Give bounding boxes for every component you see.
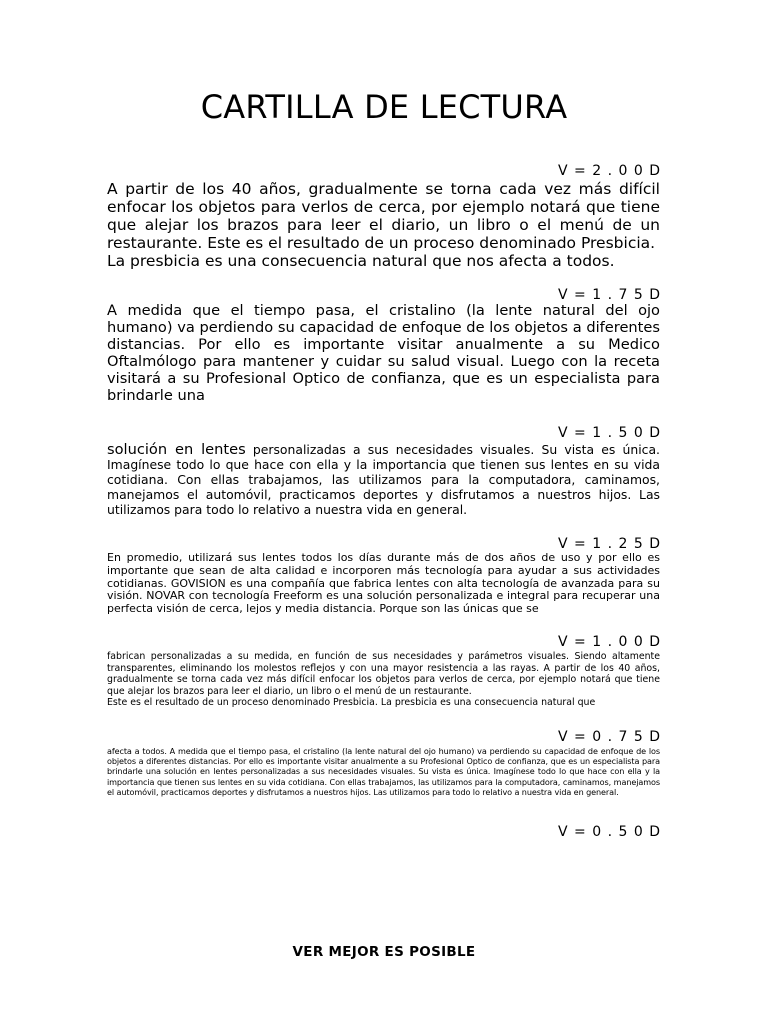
reading-paragraph-1-50 [107, 442, 660, 517]
acuity-label-1-75: V = 1 . 7 5 D [558, 287, 661, 303]
document-title: CARTILLA DE LECTURA [200, 88, 568, 126]
reading-paragraph-1-75 [107, 302, 660, 404]
acuity-label-1-25: V = 1 . 2 5 D [558, 536, 661, 552]
acuity-label-0-75: V = 0 . 7 5 D [558, 729, 661, 745]
paragraph-text-continued: Este es el resultado de un proceso denominado Presbicia. La presbicia es una consecuencia natural que [107, 697, 596, 708]
paragraph-text: fabrican personalizadas a su medida, en función de sus necesidades y parámetros visuales. Siendo altamente transparentes, eliminando los molestos reflejos y con una mayor resistencia a las rayas. A partir de los 40 años, gradualmente se torna cada vez más difícil enfocar los objetos para verlos de cerca, por ejemplo notará que tiene que alejar los brazos para leer el diario, un libro o el menú de un restaurante. [107, 651, 660, 697]
paragraph-lead-text: solución en lentes [107, 441, 246, 458]
reading-paragraph-2-00 [107, 180, 660, 270]
reading-paragraph-1-25 [107, 552, 660, 616]
paragraph-text: A partir de los 40 años, gradualmente se torna cada vez más difícil enfocar los objetos para verlos de cerca, por ejemplo notará que tiene que alejar los brazos para leer el diario, un libro o el menú de un restaurante. Este es el resultado de un proceso denominado Presbicia. [107, 180, 660, 252]
acuity-label-0-50: V = 0 . 5 0 D [558, 824, 661, 840]
document-footer-slogan: VER MEJOR ES POSIBLE [292, 944, 476, 960]
acuity-label-1-50: V = 1 . 5 0 D [558, 425, 661, 441]
paragraph-text: personalizadas a sus necesidades visuales. Su vista es única. Imagínese todo lo que hace con ella y la importancia que tienen sus lentes en su vida cotidiana. Con ellas trabajamos, las utilizamos para la computadora, caminamos, manejamos el automóvil, practicamos deportes y disfrutamos a nuestros hijos. Las utilizamos para todo lo relativo a nuestra vida en general. [107, 442, 660, 517]
reading-paragraph-0-75 [107, 746, 660, 797]
acuity-label-2-00: V = 2 . 0 0 D [558, 163, 661, 179]
paragraph-text: En promedio, utilizará sus lentes todos los días durante más de dos años de uso y por ello es importante que sean de alta calidad e incorporen más tecnología para ayudar a sus actividades cotidianas. GOVISION es una compañía que fabrica lentes con alta tecnología de avanzada para su visión. NOVAR con tecnología Freeform es una solución personalizada e integral para recuperar una perfecta visión de cerca, lejos y media distancia. Porque son las únicas que se [107, 551, 660, 616]
paragraph-text-continued: La presbicia es una consecuencia natural que nos afecta a todos. [107, 252, 615, 270]
acuity-label-1-00: V = 1 . 0 0 D [558, 634, 661, 650]
paragraph-text: afecta a todos. A medida que el tiempo pasa, el cristalino (la lente natural del ojo humano) va perdiendo su capacidad de enfoque de los objetos a diferentes distancias. Por ello es importante visitar anualmente a su Profesional Optico de confianza, que es un especialista para brindarle una solución en lentes personalizadas a sus necesidades visuales. Su vista es única. Imagínese todo lo que hace con ella y la importancia que tienen sus lentes en su vida cotidiana. Con ellas trabajamos, las utilizamos para la computadora, caminamos, manejamos el automóvil, practicamos deportes y disfrutamos a nuestros hijos. Las utilizamos para todo lo relativo a nuestra vida en general. [107, 746, 660, 797]
paragraph-text: A medida que el tiempo pasa, el cristalino (la lente natural del ojo humano) va perdiendo su capacidad de enfoque de los objetos a diferentes distancias. Por ello es importante visitar anualmente a su Medico Oftalmólogo para mantener y cuidar su salud visual. Luego con la receta visitará a su Profesional Optico de confianza, que es un especialista para brindarle una [107, 302, 660, 404]
reading-paragraph-1-00 [107, 651, 660, 709]
